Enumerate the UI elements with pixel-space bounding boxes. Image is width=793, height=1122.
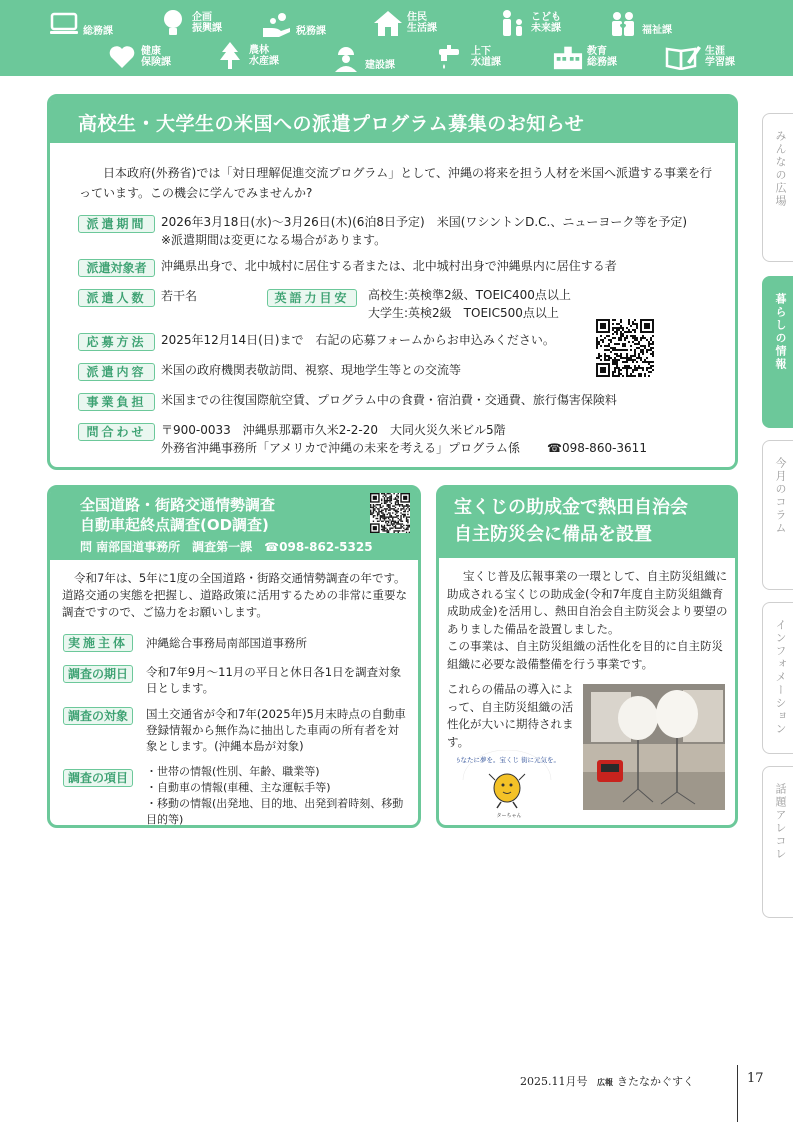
dept-norin[interactable]: 農林 水産課 (215, 43, 279, 69)
computer-icon (49, 11, 79, 37)
apply-value: 2025年12月14日(日)まで 右記の応募フォームからお申込みください。 (161, 333, 555, 347)
tab-information[interactable]: インフォメーション (762, 602, 793, 754)
dept-kodomo[interactable]: こども 未来課 (497, 10, 561, 36)
target-label: 派遣対象者 (78, 259, 155, 277)
heart-hand-icon (107, 44, 137, 70)
notice-title: 高校生・大学生の米国への派遣プログラム募集のお知らせ (78, 113, 585, 135)
dept-kensetsu[interactable]: 建設課 (331, 45, 395, 71)
family-icon (608, 11, 638, 37)
page-footer (520, 1073, 694, 1089)
tab-kongetsu-no-column[interactable]: 今月のコラム (762, 440, 793, 590)
lottery-header (439, 488, 735, 558)
period-note: ※派遣期間は変更になる場合があります。 (161, 233, 387, 247)
house-icon (373, 10, 403, 36)
issue-label: 2025.11月号 (520, 1075, 588, 1088)
department-bar (0, 0, 793, 76)
exchange-program-notice (47, 94, 738, 470)
dept-kikaku[interactable]: 企画 振興課 (158, 10, 222, 36)
lottery-title: 宝くじの助成金で熱田自治会 自主防災会に備品を設置 (454, 497, 688, 545)
od-item-value: 沖縄総合事務局南部国道事務所 (146, 636, 307, 650)
content-value: 米国の政府機関表敬訪問、視察、現地学生等との交流等 (161, 363, 462, 377)
od-survey-intro: 令和7年は、5年に1度の全国道路・街路交通情勢調査の年です。道路交通の実態を把握し、道路政策に活用するための非常に重要な調査ですので、ご協力をお願いします。 (62, 571, 407, 619)
worker-icon (331, 45, 361, 71)
english-label: 英語力目安 (267, 289, 357, 307)
od-survey-title: 全国道路・街路交通情勢調査 自動車起終点調査(OD調査) (80, 496, 276, 534)
od-item-label: 調査の対象 (63, 707, 133, 725)
od-item-label: 調査の期日 (63, 665, 133, 683)
od-survey-qr-code[interactable] (370, 493, 410, 533)
content-label: 派遣内容 (78, 363, 155, 381)
dept-jumin[interactable]: 住民 生活課 (373, 10, 437, 36)
period-value: 2026年3月18日(水)〜3月26日(木)(6泊8日予定) 米国(ワシントンD.C.、ニューヨーク等を予定) (161, 215, 688, 229)
notice-intro: 日本政府(外務省)では「対日理解促進交流プログラム」として、沖縄の将来を担う人材を米国へ派遣する事業を行っています。この機会に学んでみませんか? (79, 166, 713, 200)
dept-suido[interactable]: 上下 水道課 (437, 44, 501, 70)
contact-phone[interactable]: ☎098-860-3611 (547, 441, 647, 455)
faucet-icon (437, 44, 467, 70)
count-value: 若干名 (161, 289, 198, 303)
notice-header (50, 97, 735, 143)
od-item-value: 令和7年9月〜11月の平日と休日各1日を調査対象日とします。 (146, 665, 402, 695)
apply-label: 応募方法 (78, 333, 155, 351)
school-icon (553, 44, 583, 70)
od-item-value: ・世帯の情報(性別、年齢、職業等) ・自動車の情報(車種、主な運転手等) ・移動の情報(出発地、目的地、出発到着時刻、移動目的等) (146, 765, 404, 826)
od-survey-contact[interactable]: 問 南部国道事務所 調査第一課 ☎098-862-5325 (80, 540, 373, 554)
contact-address: 〒900-0033 沖縄県那覇市久米2-2-20 大同火災久米ビル5階 (161, 423, 506, 437)
page-divider (737, 1065, 738, 1122)
count-label: 派遣人数 (78, 289, 155, 307)
cost-label: 事業負担 (78, 393, 155, 411)
dept-kyoiku[interactable]: 教育 総務課 (553, 44, 617, 70)
lottery-grant-article (436, 485, 738, 828)
equipment-photo (583, 684, 725, 810)
od-item-value: 国土交通省が令和7年(2025年)5月末時点の自動車登録情報から無作為に抽出した車両の所有者を対象とします。(沖縄本島が対象) (146, 707, 406, 753)
svg-text:あなたに夢を。宝くじ 街に元気を。: あなたに夢を。宝くじ 街に元気を。 (457, 756, 557, 764)
page-number: 17 (747, 1071, 764, 1086)
book-pen-icon (665, 44, 701, 70)
dept-fukushi[interactable]: 福祉課 (608, 11, 672, 37)
tree-icon (215, 43, 245, 69)
od-survey-article (47, 485, 421, 828)
tab-kurashi-no-joho[interactable]: 暮らしの情報 (762, 276, 793, 428)
application-qr-code[interactable] (596, 319, 654, 377)
english-highschool: 高校生:英検準2級、TOEIC400点以上 (368, 288, 571, 302)
dept-soumu[interactable]: 総務課 (49, 11, 113, 37)
dept-kenko[interactable]: 健康 保険課 (107, 44, 171, 70)
contact-office: 外務省沖縄事務所「アメリカで沖縄の未来を考える」プログラム係 (161, 441, 521, 455)
tab-wadai-arekore[interactable]: 話題アレコレ (762, 766, 793, 918)
dept-zeimu[interactable]: 税務課 (262, 12, 326, 38)
lottery-paragraph: 宝くじ普及広報事業の一環として、自主防災組織に助成される宝くじの助成金(令和7年度自主防災組織育成助成金)を活用し、熱田自治会自主防災会より要望のありました備品を設置しました。 この事業は、自主防災組織の活性化を目的に自主防災組織に必要な設備整備を行う事業です。 (447, 569, 728, 671)
lottery-paragraph-end: これらの備品の導入によって、自主防災組織の活性化が大いに期待されます。 (447, 682, 574, 749)
svg-text:ターちゃん: ターちゃん (496, 813, 522, 819)
tab-minna-no-hiroba[interactable]: みんなの広場 (762, 113, 793, 262)
parent-child-icon (497, 10, 527, 36)
period-label: 派遣期間 (78, 215, 155, 233)
publication-name: 広報 きたなかぐすく (597, 1075, 694, 1088)
dept-shogai[interactable]: 生涯 学習課 (665, 44, 735, 70)
cost-value: 米国までの往復国際航空賃、プログラム中の食費・宿泊費・交通費、旅行傷害保険料 (161, 393, 617, 407)
od-item-label: 調査の項目 (63, 769, 133, 787)
english-university: 大学生:英検2級 TOEIC500点以上 (368, 306, 559, 320)
od-item-label: 実施主体 (63, 634, 133, 652)
takarakuji-mascot (457, 750, 557, 820)
target-value: 沖縄県出身で、北中城村に居住する者または、北中城村出身で沖縄県内に居住する者 (161, 259, 617, 273)
coins-hand-icon (262, 12, 292, 38)
lightbulb-icon (158, 10, 188, 36)
contact-label: 問合わせ (78, 423, 155, 441)
od-survey-header (50, 488, 418, 560)
